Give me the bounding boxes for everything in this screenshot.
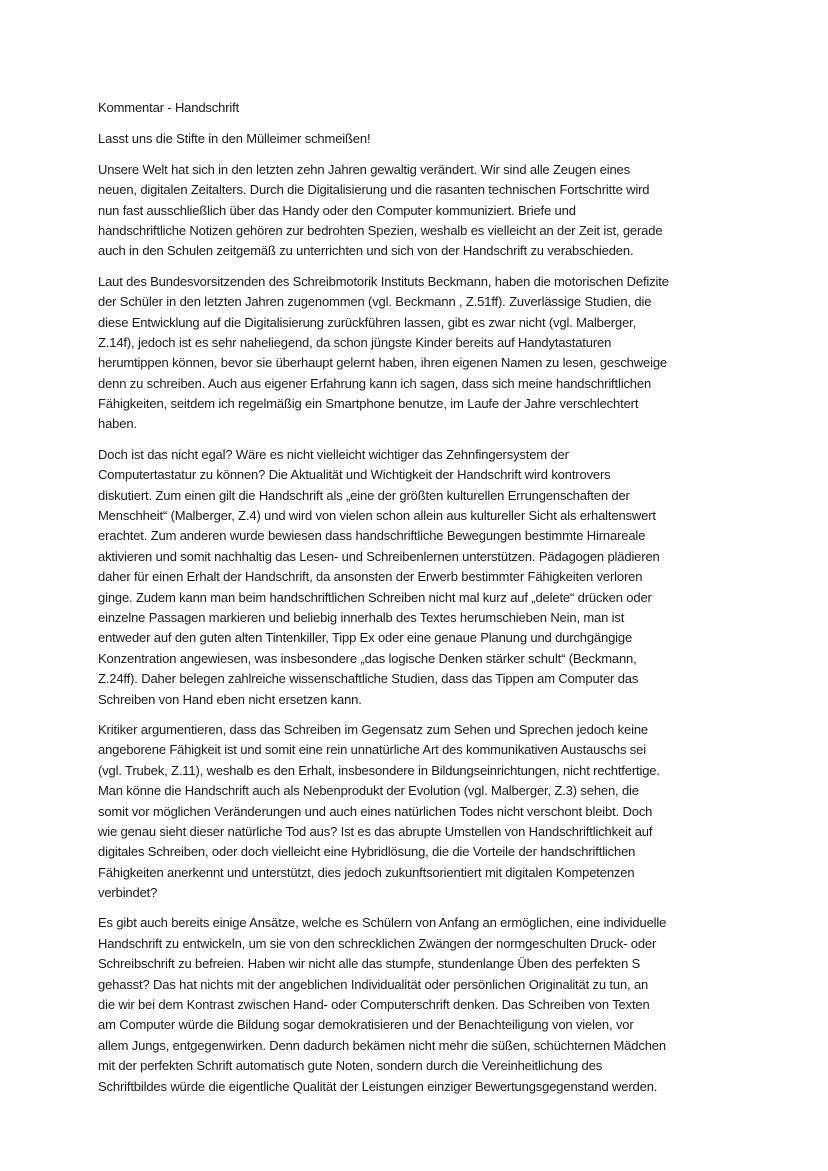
text-line: Menschheit“ (Malberger, Z.4) und wird von vielen schon allein aus kultureller Sicht als erhaltenswert <box>98 508 656 524</box>
document-body <box>98 160 748 1097</box>
paragraph <box>98 720 748 904</box>
text-line: Konzentration angewiesen, was insbesondere „das logische Denken stärker schult“ (Beckmann, <box>98 650 637 666</box>
text-line: am Computer würde die Bildung sogar demokratisieren und der Benachteiligung von vielen, vor <box>98 1017 634 1033</box>
text-line: denn zu schreiben. Auch aus eigener Erfahrung kann ich sagen, dass sich meine handschriftlichen <box>98 375 652 391</box>
text-line: Handschrift zu entwickeln, um sie von den schrecklichen Zwängen der normgeschulten Druck- oder <box>98 935 657 951</box>
text-line: gehasst? Das hat nichts mit der angeblichen Individualität oder persönlichen Originalität zu tun, an <box>98 976 649 992</box>
text-line: nun fast ausschließlich über das Handy oder den Computer kommuniziert. Briefe und <box>98 202 576 218</box>
text-line: der Schüler in den letzten Jahren zugenommen (vgl. Beckmann , Z.51ff). Zuverlässige Studien, die <box>98 294 652 310</box>
text-line: angeborene Fähigkeit ist und somit eine rein unnatürliche Art des kommunikativen Austauschs sei <box>98 742 646 758</box>
text-line: neuen, digitalen Zeitalters. Durch die Digitalisierung und die rasanten technischen Fortschritte wird <box>98 182 650 198</box>
text-line: Doch ist das nicht egal? Wäre es nicht vielleicht wichtiger das Zehnfingersystem der <box>98 446 569 462</box>
text-line: handschriftliche Notizen gehören zur bedrohten Spezien, weshalb es vielleicht an der Zeit ist, gerade <box>98 222 663 238</box>
text-line: Fähigkeiten anerkennt und unterstützt, dies jedoch zukunftsorientiert mit digitalen Kompetenzen <box>98 864 635 880</box>
text-line: diskutiert. Zum einen gilt die Handschrift als „eine der größten kulturellen Errungenschaften der <box>98 487 630 503</box>
text-line: Man könne die Handschrift auch als Nebenprodukt der Evolution (vgl. Malberger, Z.3) sehen, die <box>98 783 639 799</box>
text-line: Computertastatur zu können? Die Aktualität und Wichtigkeit der Handschrift wird kontrovers <box>98 467 611 483</box>
text-line: Fähigkeiten, seitdem ich regelmäßig ein Smartphone benutze, im Laufe der Jahre verschlechtert <box>98 396 639 412</box>
text-line: digitales Schreiben, oder doch vielleicht eine Hybridlösung, die die Vorteile der handschriftlichen <box>98 844 636 860</box>
paragraph <box>98 160 748 262</box>
text-line: Es gibt auch bereits einige Ansätze, welche es Schülern von Anfang an ermöglichen, eine individuelle <box>98 915 667 931</box>
text-line: Schreiben von Hand eben nicht ersetzen kann. <box>98 691 362 707</box>
document-subtitle: Lasst uns die Stifte in den Mülleimer schmeißen! <box>98 131 371 147</box>
text-line: (vgl. Trubek, Z.11), weshalb es den Erhalt, insbesondere in Bildungseinrichtungen, nicht rechtfertige. <box>98 762 660 778</box>
text-line: die wir bei dem Kontrast zwischen Hand- oder Computerschrift denken. Das Schreiben von Texten <box>98 997 650 1013</box>
text-line: Z.24ff). Daher belegen zahlreiche wissenschaftliche Studien, dass das Tippen am Computer das <box>98 671 639 687</box>
text-line: allem Jungs, entgegenwirken. Denn dadurch bekämen nicht mehr die süßen, schüchternen Mädchen <box>98 1037 666 1053</box>
paragraph <box>98 272 748 435</box>
text-line: herumtippen können, bevor sie überhaupt gelernt haben, ihren eigenen Namen zu lesen, geschweige <box>98 355 667 371</box>
text-line: wie genau sieht dieser natürliche Tod aus? Ist es das abrupte Umstellen von Handschriftlichkeit auf <box>98 823 653 839</box>
text-line: einzelne Passagen markieren und beliebig innerhalb des Textes herumschieben Nein, man ist <box>98 609 625 625</box>
document-title: Kommentar - Handschrift <box>98 100 240 115</box>
text-line: Laut des Bundesvorsitzenden des Schreibmotorik Instituts Beckmann, haben die motorischen Defizite <box>98 273 669 289</box>
text-line: entweder auf den guten alten Tintenkiller, Tipp Ex oder eine genaue Planung und durchgängige <box>98 630 633 646</box>
text-line: erachtet. Zum anderen wurde bewiesen dass handschriftliche Bewegungen bestimmte Hirnareale <box>98 528 646 544</box>
text-line: somit vor möglichen Veränderungen und auch eines natürlichen Todes nicht verschont bleibt. Doch <box>98 803 653 819</box>
text-line: daher für einen Erhalt der Handschrift, da ansonsten der Erwerb bestimmter Fähigkeiten verloren <box>98 569 643 585</box>
text-line: auch in den Schulen zeitgemäß zu unterrichten und sich von der Handschrift zu verabschieden. <box>98 243 634 259</box>
text-line: Z.14f), jedoch ist es sehr naheliegend, da schon jüngste Kinder bereits auf Handytastaturen <box>98 334 612 350</box>
text-line: Kritiker argumentieren, dass das Schreiben im Gegensatz zum Sehen und Sprechen jedoch keine <box>98 721 649 737</box>
text-line: diese Entwicklung auf die Digitalisierung zurückführen lassen, gibt es zwar nicht (vgl. Malberger, <box>98 314 637 330</box>
paragraph <box>98 913 748 1097</box>
text-line: verbindet? <box>98 885 158 901</box>
document-page <box>98 98 748 1107</box>
text-line: mit der perfekten Schrift automatisch gute Noten, sondern durch die Vereinheitlichung des <box>98 1058 603 1074</box>
text-line: haben. <box>98 416 137 432</box>
text-line: Schreibschrift zu befreien. Haben wir nicht alle das stumpfe, stundenlange Üben des perfekten S <box>98 956 641 972</box>
text-line: aktivieren und somit nachhaltig das Lesen- und Schreibenlernen unterstützen. Pädagogen plädieren <box>98 548 660 564</box>
text-line: Schriftbildes würde die eigentliche Qualität der Leistungen einziger Bewertungsgegenstand werden. <box>98 1078 658 1094</box>
paragraph <box>98 445 748 710</box>
text-line: Unsere Welt hat sich in den letzten zehn Jahren gewaltig verändert. Wir sind alle Zeugen eines <box>98 161 630 177</box>
text-line: ginge. Zudem kann man beim handschriftlichen Schreiben nicht mal kurz auf „delete“ drücken oder <box>98 589 652 605</box>
